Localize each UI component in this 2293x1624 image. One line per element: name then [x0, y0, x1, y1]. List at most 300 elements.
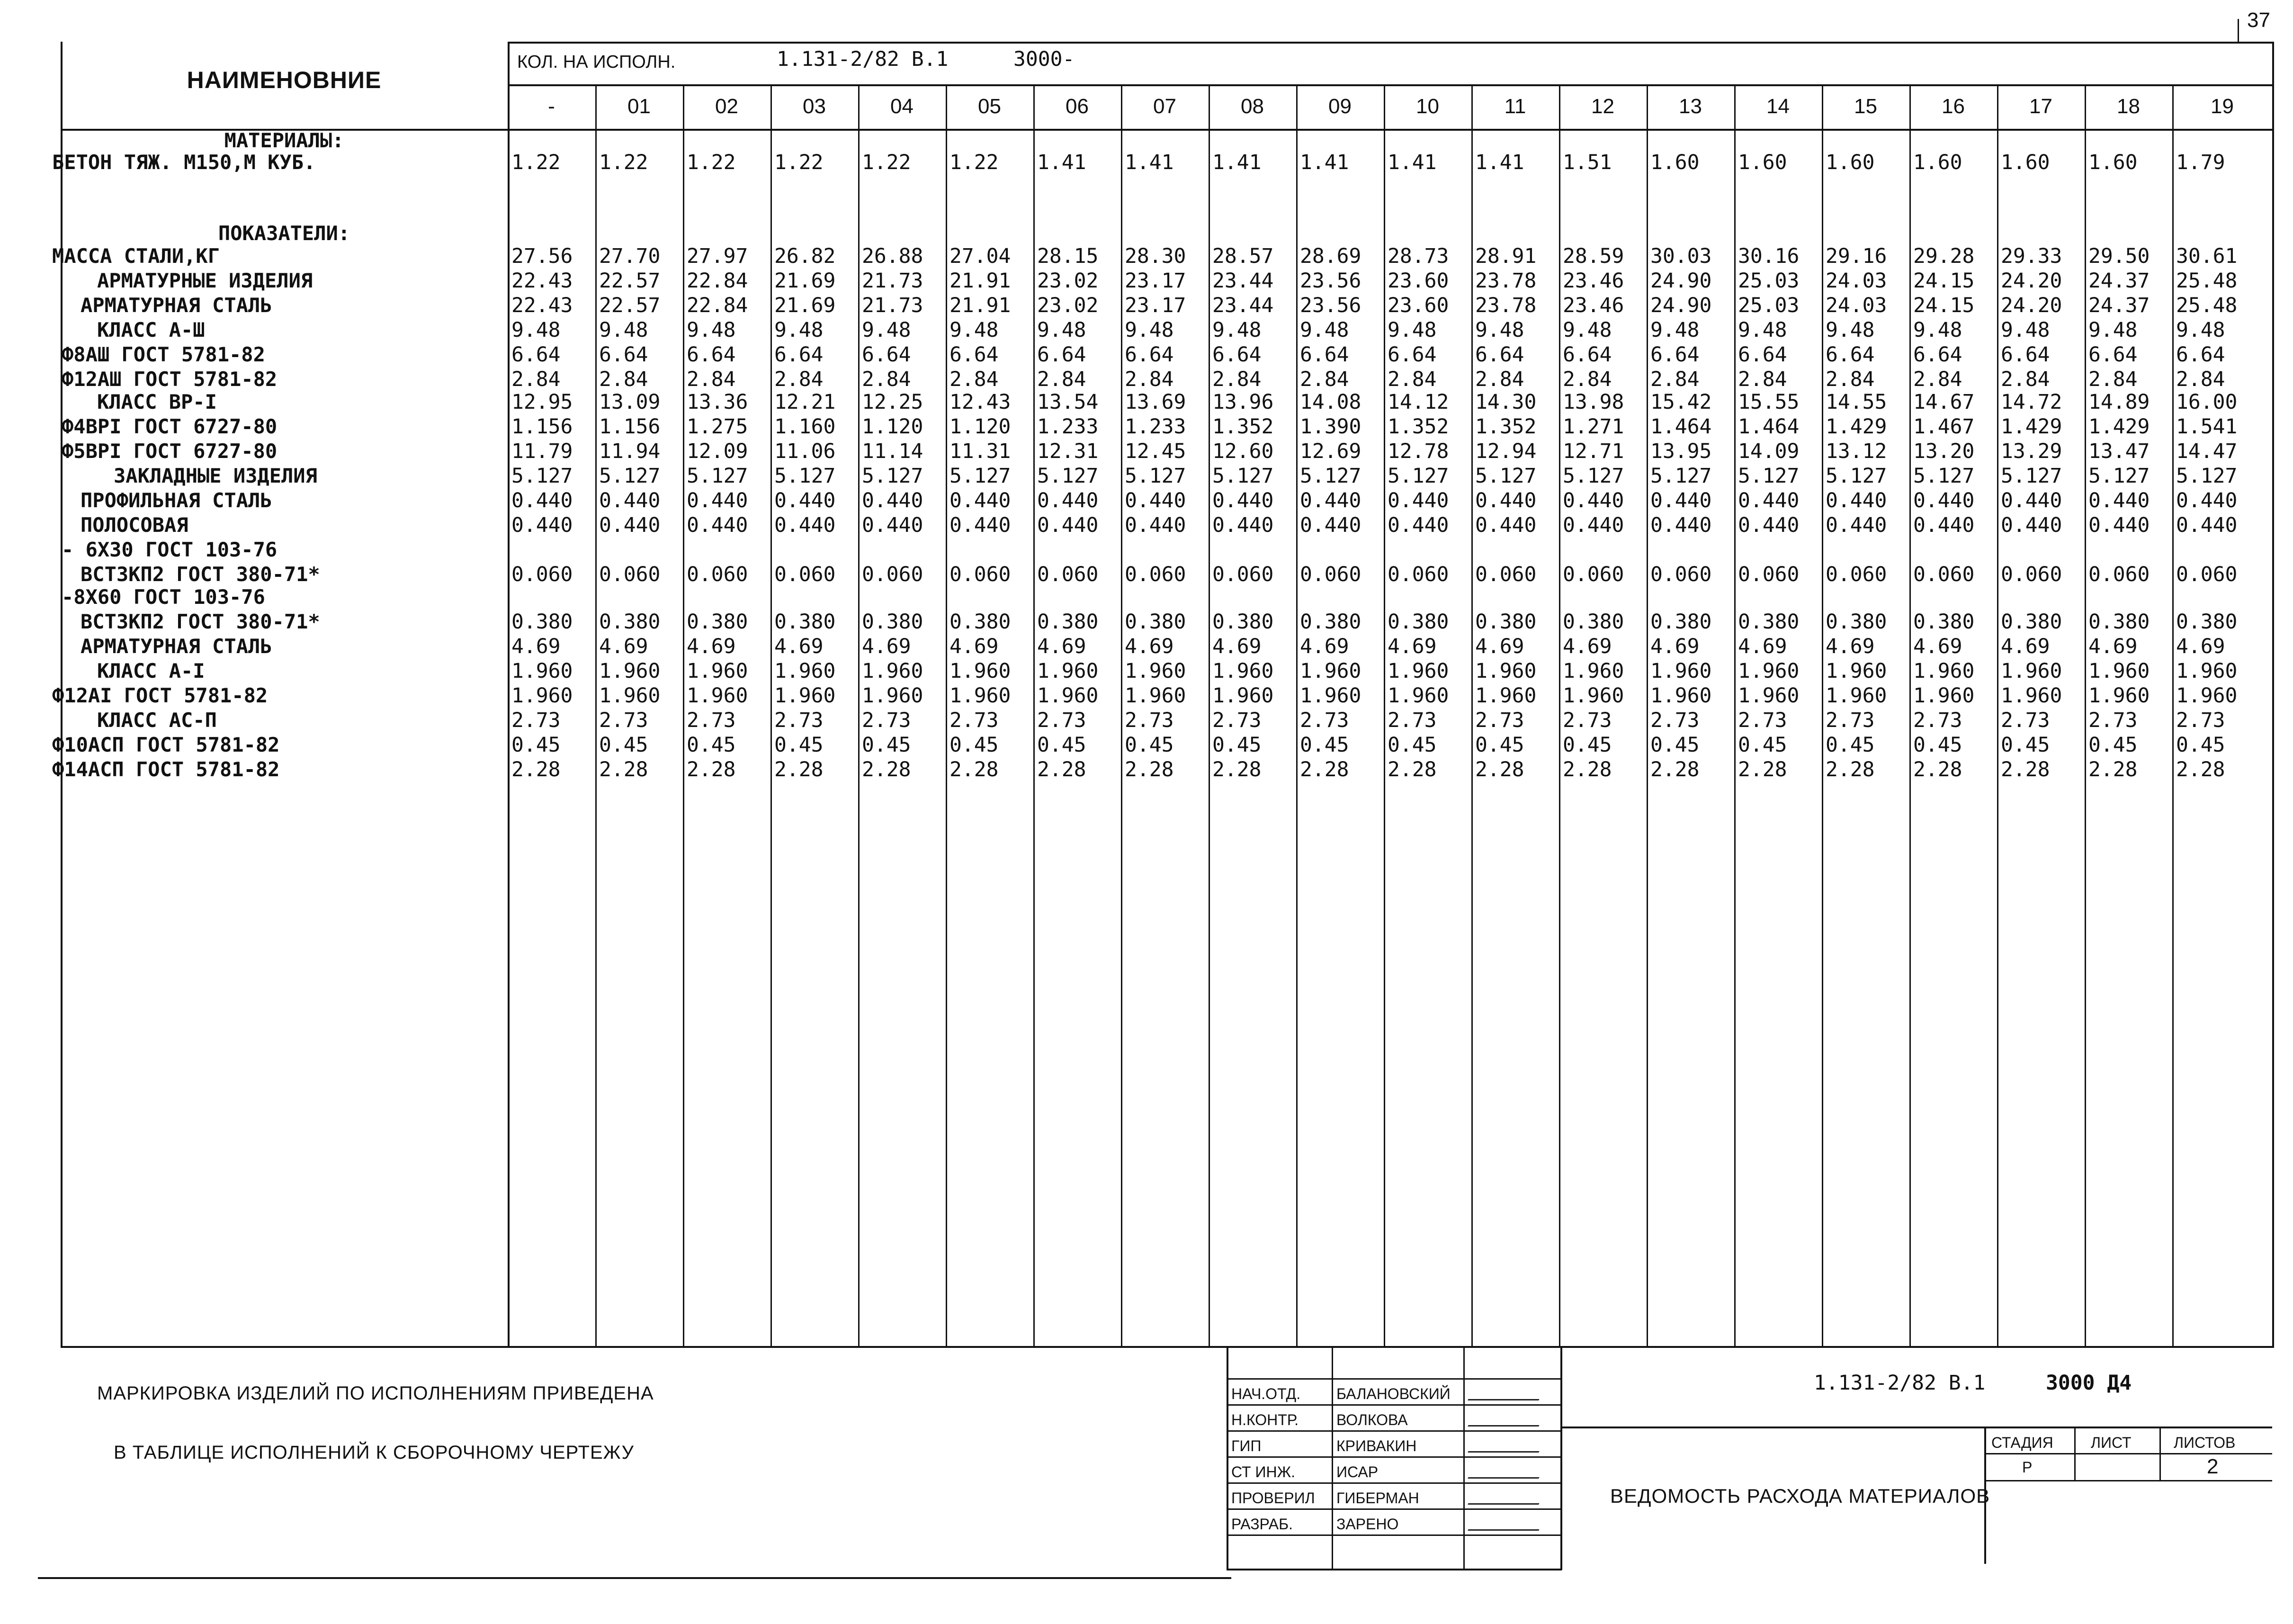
- table-cell: 1.960: [687, 659, 748, 683]
- title-block-row-line: [1227, 1430, 1560, 1432]
- table-cell: 2.28: [1650, 758, 1700, 781]
- column-header-base: -: [548, 95, 555, 118]
- table-cell: 0.440: [1738, 489, 1800, 512]
- column-divider: [946, 84, 947, 1347]
- table-cell: 6.64: [1125, 343, 1174, 367]
- table-cell: 1.390: [1300, 415, 1361, 439]
- title-block-name: БАЛАНОВСКИЙ: [1336, 1385, 1451, 1402]
- table-cell: 4.69: [1913, 635, 1962, 658]
- title-block-row-line: [1227, 1534, 1560, 1536]
- table-cell: 1.960: [1913, 659, 1975, 683]
- table-cell: 24.37: [2088, 294, 2150, 317]
- signature-mark: [1468, 1415, 1544, 1427]
- table-cell: 0.440: [687, 489, 748, 512]
- table-cell: 0.45: [511, 733, 561, 757]
- title-block-doc-sheet: 3000 Д4: [2046, 1371, 2132, 1395]
- column-divider: [1033, 84, 1035, 1347]
- table-cell: 23.17: [1125, 294, 1186, 317]
- table-cell: 0.380: [1650, 610, 1712, 634]
- title-block-doc-code: 1.131-2/82 В.1: [1814, 1371, 1986, 1395]
- table-cell: 1.464: [1650, 415, 1712, 439]
- table-cell: 1.233: [1125, 415, 1186, 439]
- table-cell: 6.64: [1826, 343, 1875, 367]
- table-cell: 9.48: [1650, 318, 1700, 342]
- table-cell: 5.127: [1125, 464, 1186, 488]
- table-cell: 2.73: [862, 709, 911, 732]
- table-cell: 0.45: [1125, 733, 1174, 757]
- title-block-role: РАЗРАБ.: [1231, 1516, 1293, 1533]
- column-divider: [1822, 84, 1823, 1347]
- table-cell: 0.060: [1125, 563, 1186, 586]
- row-label: АРМАТУРНЫЕ ИЗДЕЛИЯ: [97, 269, 313, 292]
- table-cell: 2.84: [1037, 368, 1086, 391]
- column-divider: [595, 84, 597, 1347]
- table-cell: 28.69: [1300, 244, 1361, 268]
- table-cell: 1.960: [1650, 684, 1712, 708]
- column-divider: [858, 84, 860, 1347]
- row-label: - 6Х30 ГОСТ 103-76: [62, 538, 278, 561]
- table-right-border: [2272, 42, 2274, 1347]
- title-block-row-line: [1227, 1456, 1560, 1458]
- table-cell: 9.48: [1125, 318, 1174, 342]
- table-cell: 11.06: [774, 440, 836, 463]
- table-cell: 21.73: [862, 269, 923, 293]
- row-label: ПРОФИЛЬНАЯ СТАЛЬ: [81, 489, 272, 512]
- table-cell: 21.91: [949, 294, 1011, 317]
- table-cell: 24.90: [1650, 269, 1712, 293]
- table-cell: 28.91: [1475, 244, 1537, 268]
- column-header-08: 08: [1241, 95, 1264, 118]
- table-cell: 14.12: [1388, 390, 1449, 414]
- table-cell: 22.57: [599, 269, 661, 293]
- table-cell: 2.84: [1738, 368, 1787, 391]
- table-cell: 0.380: [862, 610, 923, 634]
- table-cell: 2.28: [1913, 758, 1962, 781]
- table-cell: 2.28: [2176, 758, 2225, 781]
- table-cell: 1.960: [687, 684, 748, 708]
- table-cell: 12.78: [1388, 440, 1449, 463]
- table-cell: 1.41: [1125, 151, 1174, 174]
- table-cell: 24.20: [2001, 294, 2062, 317]
- table-cell: 9.48: [511, 318, 561, 342]
- table-cell: 2.73: [1125, 709, 1174, 732]
- table-cell: 1.960: [511, 684, 573, 708]
- title-block-role-divider: [1332, 1347, 1333, 1570]
- table-cell: 2.73: [1212, 709, 1262, 732]
- table-cell: 0.45: [2001, 733, 2050, 757]
- table-cell: 1.960: [862, 684, 923, 708]
- table-cell: 0.440: [1826, 489, 1887, 512]
- table-cell: 1.960: [1826, 684, 1887, 708]
- table-cell: 1.41: [1212, 151, 1262, 174]
- table-cell: 25.03: [1738, 294, 1800, 317]
- table-cell: 11.79: [511, 440, 573, 463]
- table-cell: 5.127: [2001, 464, 2062, 488]
- table-cell: 6.64: [862, 343, 911, 367]
- table-cell: 1.156: [511, 415, 573, 439]
- row-label: Ф14АСП ГОСТ 5781-82: [52, 758, 280, 781]
- column-divider: [770, 84, 772, 1347]
- column-header-18: 18: [2117, 95, 2140, 118]
- table-cell: 2.28: [1738, 758, 1787, 781]
- table-cell: 13.95: [1650, 440, 1712, 463]
- table-cell: 0.440: [1913, 513, 1975, 537]
- title-block-row-line: [1227, 1508, 1560, 1510]
- row-label: Ф12АI ГОСТ 5781-82: [52, 684, 268, 707]
- table-cell: 1.429: [2001, 415, 2062, 439]
- table-cell: 5.127: [774, 464, 836, 488]
- column-divider: [1909, 84, 1911, 1347]
- row-label: -8Х60 ГОСТ 103-76: [62, 585, 265, 609]
- table-cell: 9.48: [1037, 318, 1086, 342]
- table-cell: 29.50: [2088, 244, 2150, 268]
- table-cell: 1.960: [862, 659, 923, 683]
- table-cell: 1.41: [1388, 151, 1437, 174]
- table-cell: 5.127: [1212, 464, 1274, 488]
- table-cell: 0.440: [2176, 489, 2238, 512]
- table-cell: 0.440: [1212, 513, 1274, 537]
- table-cell: 0.45: [1913, 733, 1962, 757]
- table-cell: 30.03: [1650, 244, 1712, 268]
- table-cell: 1.960: [774, 684, 836, 708]
- table-cell: 1.960: [949, 684, 1011, 708]
- table-cell: 13.47: [2088, 440, 2150, 463]
- table-cell: 6.64: [1212, 343, 1262, 367]
- table-cell: 0.440: [1650, 513, 1712, 537]
- table-cell: 2.84: [1212, 368, 1262, 391]
- table-cell: 0.060: [511, 563, 573, 586]
- table-cell: 1.960: [2001, 659, 2062, 683]
- table-cell: 0.45: [1738, 733, 1787, 757]
- table-cell: 5.127: [1475, 464, 1537, 488]
- table-cell: 0.440: [774, 489, 836, 512]
- table-cell: 2.73: [2001, 709, 2050, 732]
- table-cell: 0.45: [2088, 733, 2138, 757]
- header-mid-line: [508, 84, 2272, 86]
- table-cell: 0.45: [862, 733, 911, 757]
- title-block-role: НАЧ.ОТД.: [1231, 1385, 1301, 1402]
- table-cell: 12.31: [1037, 440, 1099, 463]
- table-cell: 0.440: [1913, 489, 1975, 512]
- table-cell: 28.57: [1212, 244, 1274, 268]
- column-divider: [2085, 84, 2086, 1347]
- table-cell: 2.73: [1563, 709, 1612, 732]
- table-cell: 1.352: [1388, 415, 1449, 439]
- table-cell: 0.060: [774, 563, 836, 586]
- table-cell: 23.56: [1300, 269, 1361, 293]
- table-cell: 6.64: [1388, 343, 1437, 367]
- table-cell: 1.22: [774, 151, 824, 174]
- table-cell: 2.84: [2088, 368, 2138, 391]
- table-cell: 0.380: [687, 610, 748, 634]
- table-cell: 1.960: [949, 659, 1011, 683]
- table-cell: 1.960: [1037, 659, 1099, 683]
- table-cell: 2.28: [862, 758, 911, 781]
- table-cell: 2.73: [2176, 709, 2225, 732]
- row-label: ПОКАЗАТЕЛИ:: [218, 222, 350, 245]
- table-cell: 0.45: [599, 733, 648, 757]
- table-cell: 5.127: [1037, 464, 1099, 488]
- table-cell: 6.64: [2176, 343, 2225, 367]
- table-cell: 23.17: [1125, 269, 1186, 293]
- table-cell: 11.94: [599, 440, 661, 463]
- table-cell: 1.960: [1913, 684, 1975, 708]
- table-cell: 4.69: [1125, 635, 1174, 658]
- table-cell: 0.45: [1212, 733, 1262, 757]
- table-cell: 1.960: [1563, 659, 1624, 683]
- table-cell: 0.440: [2176, 513, 2238, 537]
- table-bottom-line: [61, 1346, 2274, 1348]
- table-cell: 1.960: [1125, 684, 1186, 708]
- table-cell: 2.73: [1650, 709, 1700, 732]
- table-cell: 0.060: [949, 563, 1011, 586]
- stage-header-line: [1984, 1453, 2272, 1454]
- column-header-10: 10: [1416, 95, 1439, 118]
- table-cell: 23.78: [1475, 269, 1537, 293]
- table-cell: 0.060: [2088, 563, 2150, 586]
- table-cell: 0.440: [1475, 513, 1537, 537]
- table-cell: 1.960: [1037, 684, 1099, 708]
- table-cell: 13.36: [687, 390, 748, 414]
- column-divider: [1209, 84, 1210, 1347]
- column-divider: [1384, 84, 1385, 1347]
- name-column-header: НАИМЕНОВНИЕ: [187, 67, 382, 93]
- column-header-02: 02: [715, 95, 738, 118]
- table-cell: 4.69: [2001, 635, 2050, 658]
- table-cell: 24.03: [1826, 269, 1887, 293]
- table-cell: 2.84: [862, 368, 911, 391]
- table-cell: 4.69: [2088, 635, 2138, 658]
- signature-mark: [1468, 1519, 1544, 1531]
- table-cell: 5.127: [599, 464, 661, 488]
- table-cell: 0.440: [1388, 489, 1449, 512]
- table-cell: 6.64: [2088, 343, 2138, 367]
- table-cell: 24.20: [2001, 269, 2062, 293]
- table-cell: 1.464: [1738, 415, 1800, 439]
- qty-label: КОЛ. НА ИСПОЛН.: [517, 52, 676, 72]
- table-cell: 14.89: [2088, 390, 2150, 414]
- table-cell: 24.15: [1913, 294, 1975, 317]
- table-cell: 9.48: [949, 318, 999, 342]
- table-cell: 1.541: [2176, 415, 2238, 439]
- table-cell: 6.64: [774, 343, 824, 367]
- table-cell: 1.960: [1563, 684, 1624, 708]
- table-cell: 0.440: [1563, 489, 1624, 512]
- table-cell: 9.48: [774, 318, 824, 342]
- table-cell: 12.25: [862, 390, 923, 414]
- table-cell: 2.28: [774, 758, 824, 781]
- table-cell: 1.22: [949, 151, 999, 174]
- table-cell: 2.28: [1475, 758, 1524, 781]
- table-cell: 2.28: [1300, 758, 1349, 781]
- sheets-value: 2: [2207, 1455, 2219, 1478]
- table-cell: 21.69: [774, 294, 836, 317]
- table-cell: 0.440: [2088, 489, 2150, 512]
- table-cell: 0.440: [1037, 513, 1099, 537]
- stage-label: СТАДИЯ: [1991, 1434, 2053, 1451]
- table-cell: 2.73: [774, 709, 824, 732]
- table-cell: 1.120: [862, 415, 923, 439]
- row-label: ВСТ3КП2 ГОСТ 380-71*: [81, 610, 320, 633]
- table-cell: 22.57: [599, 294, 661, 317]
- column-divider: [1559, 84, 1560, 1347]
- title-block-name-divider: [1463, 1347, 1465, 1570]
- table-cell: 0.380: [1300, 610, 1361, 634]
- table-cell: 1.960: [599, 684, 661, 708]
- table-cell: 23.44: [1212, 269, 1274, 293]
- table-cell: 23.78: [1475, 294, 1537, 317]
- column-divider: [1647, 84, 1648, 1347]
- table-cell: 0.45: [687, 733, 736, 757]
- table-cell: 0.440: [1125, 489, 1186, 512]
- table-cell: 0.45: [1388, 733, 1437, 757]
- table-cell: 0.060: [1037, 563, 1099, 586]
- table-cell: 30.16: [1738, 244, 1800, 268]
- table-cell: 16.00: [2176, 390, 2238, 414]
- doc-reference: 1.131-2/82 В.1: [777, 47, 949, 71]
- table-cell: 1.960: [2001, 684, 2062, 708]
- title-block-name: ЗАРЕНО: [1336, 1516, 1399, 1533]
- page-bottom-rule: [38, 1577, 1231, 1579]
- name-column-divider: [508, 42, 510, 1347]
- table-cell: 5.127: [2088, 464, 2150, 488]
- stage-value-line: [1984, 1480, 2272, 1481]
- table-cell: 0.440: [687, 513, 748, 537]
- title-block-top-line: [1227, 1378, 1560, 1380]
- column-divider: [1997, 84, 1998, 1347]
- series-label: 3000-: [1013, 47, 1075, 71]
- table-cell: 12.69: [1300, 440, 1361, 463]
- row-label: АРМАТУРНАЯ СТАЛЬ: [81, 635, 272, 658]
- table-cell: 0.440: [949, 513, 1011, 537]
- table-cell: 9.48: [2176, 318, 2225, 342]
- table-cell: 9.48: [1563, 318, 1612, 342]
- table-cell: 2.84: [1563, 368, 1612, 391]
- table-cell: 4.69: [1563, 635, 1612, 658]
- stage-value: Р: [2022, 1459, 2033, 1476]
- table-cell: 0.380: [1738, 610, 1800, 634]
- table-cell: 2.84: [1475, 368, 1524, 391]
- table-cell: 4.69: [1388, 635, 1437, 658]
- table-cell: 13.29: [2001, 440, 2062, 463]
- title-block-left: [1227, 1347, 1228, 1570]
- table-cell: 0.45: [774, 733, 824, 757]
- table-cell: 2.84: [949, 368, 999, 391]
- table-cell: 0.440: [511, 513, 573, 537]
- table-cell: 9.48: [2001, 318, 2050, 342]
- row-label: АРМАТУРНАЯ СТАЛЬ: [81, 294, 272, 317]
- table-cell: 0.380: [1212, 610, 1274, 634]
- table-cell: 1.51: [1563, 151, 1612, 174]
- title-block-name: КРИВАКИН: [1336, 1437, 1417, 1454]
- table-cell: 2.28: [599, 758, 648, 781]
- table-cell: 1.960: [2088, 659, 2150, 683]
- table-cell: 0.380: [511, 610, 573, 634]
- table-cell: 13.98: [1563, 390, 1624, 414]
- table-cell: 6.64: [511, 343, 561, 367]
- title-block-name: ВОЛКОВА: [1336, 1411, 1408, 1428]
- table-cell: 6.64: [949, 343, 999, 367]
- row-label: Ф5ВРI ГОСТ 6727-80: [62, 440, 278, 463]
- table-cell: 5.127: [1300, 464, 1361, 488]
- table-cell: 1.352: [1475, 415, 1537, 439]
- table-cell: 1.41: [1300, 151, 1349, 174]
- table-cell: 0.380: [949, 610, 1011, 634]
- table-cell: 1.41: [1037, 151, 1086, 174]
- table-cell: 23.46: [1563, 269, 1624, 293]
- sheet-col-divider: [2159, 1427, 2161, 1480]
- table-cell: 15.55: [1738, 390, 1800, 414]
- table-cell: 0.440: [1037, 489, 1099, 512]
- table-cell: 2.84: [1650, 368, 1700, 391]
- table-cell: 0.440: [1826, 513, 1887, 537]
- table-cell: 1.960: [1212, 659, 1274, 683]
- table-cell: 9.48: [1300, 318, 1349, 342]
- table-cell: 6.64: [1300, 343, 1349, 367]
- table-cell: 9.48: [687, 318, 736, 342]
- column-divider: [683, 84, 684, 1347]
- table-cell: 14.30: [1475, 390, 1537, 414]
- page-number-divider: [2238, 19, 2239, 43]
- table-cell: 1.960: [1300, 684, 1361, 708]
- table-cell: 5.127: [1738, 464, 1800, 488]
- table-cell: 1.960: [1388, 659, 1449, 683]
- table-cell: 1.233: [1037, 415, 1099, 439]
- column-header-09: 09: [1328, 95, 1352, 118]
- table-cell: 21.73: [862, 294, 923, 317]
- column-header-01: 01: [627, 95, 651, 118]
- table-cell: 1.960: [1475, 684, 1537, 708]
- table-cell: 6.64: [1738, 343, 1787, 367]
- table-cell: 9.48: [599, 318, 648, 342]
- table-cell: 28.59: [1563, 244, 1624, 268]
- table-cell: 1.60: [2001, 151, 2050, 174]
- table-cell: 0.380: [2176, 610, 2238, 634]
- table-cell: 0.440: [2088, 513, 2150, 537]
- table-cell: 4.69: [1826, 635, 1875, 658]
- table-cell: 2.73: [1475, 709, 1524, 732]
- row-label: ВСТ3КП2 ГОСТ 380-71*: [81, 563, 320, 586]
- table-cell: 23.46: [1563, 294, 1624, 317]
- table-cell: 2.84: [774, 368, 824, 391]
- table-cell: 23.60: [1388, 269, 1449, 293]
- table-cell: 26.82: [774, 244, 836, 268]
- table-cell: 0.060: [1300, 563, 1361, 586]
- table-cell: 9.48: [1212, 318, 1262, 342]
- table-cell: 4.69: [1738, 635, 1787, 658]
- table-cell: 28.73: [1388, 244, 1449, 268]
- table-cell: 1.960: [774, 659, 836, 683]
- table-cell: 13.69: [1125, 390, 1186, 414]
- table-cell: 1.960: [1388, 684, 1449, 708]
- signature-mark: [1468, 1493, 1544, 1505]
- table-cell: 0.380: [1388, 610, 1449, 634]
- table-cell: 1.960: [1125, 659, 1186, 683]
- title-block-name: ГИБЕРМАН: [1336, 1489, 1419, 1507]
- table-cell: 4.69: [1300, 635, 1349, 658]
- table-cell: 2.28: [949, 758, 999, 781]
- table-cell: 4.69: [1212, 635, 1262, 658]
- table-cell: 0.380: [2088, 610, 2150, 634]
- table-cell: 1.429: [2088, 415, 2150, 439]
- table-cell: 4.69: [1037, 635, 1086, 658]
- table-cell: 22.43: [511, 294, 573, 317]
- title-block-sig-divider: [1560, 1347, 1562, 1570]
- table-cell: 25.48: [2176, 269, 2238, 293]
- title-block-row-line: [1227, 1404, 1560, 1406]
- table-cell: 2.73: [1826, 709, 1875, 732]
- table-cell: 0.440: [1388, 513, 1449, 537]
